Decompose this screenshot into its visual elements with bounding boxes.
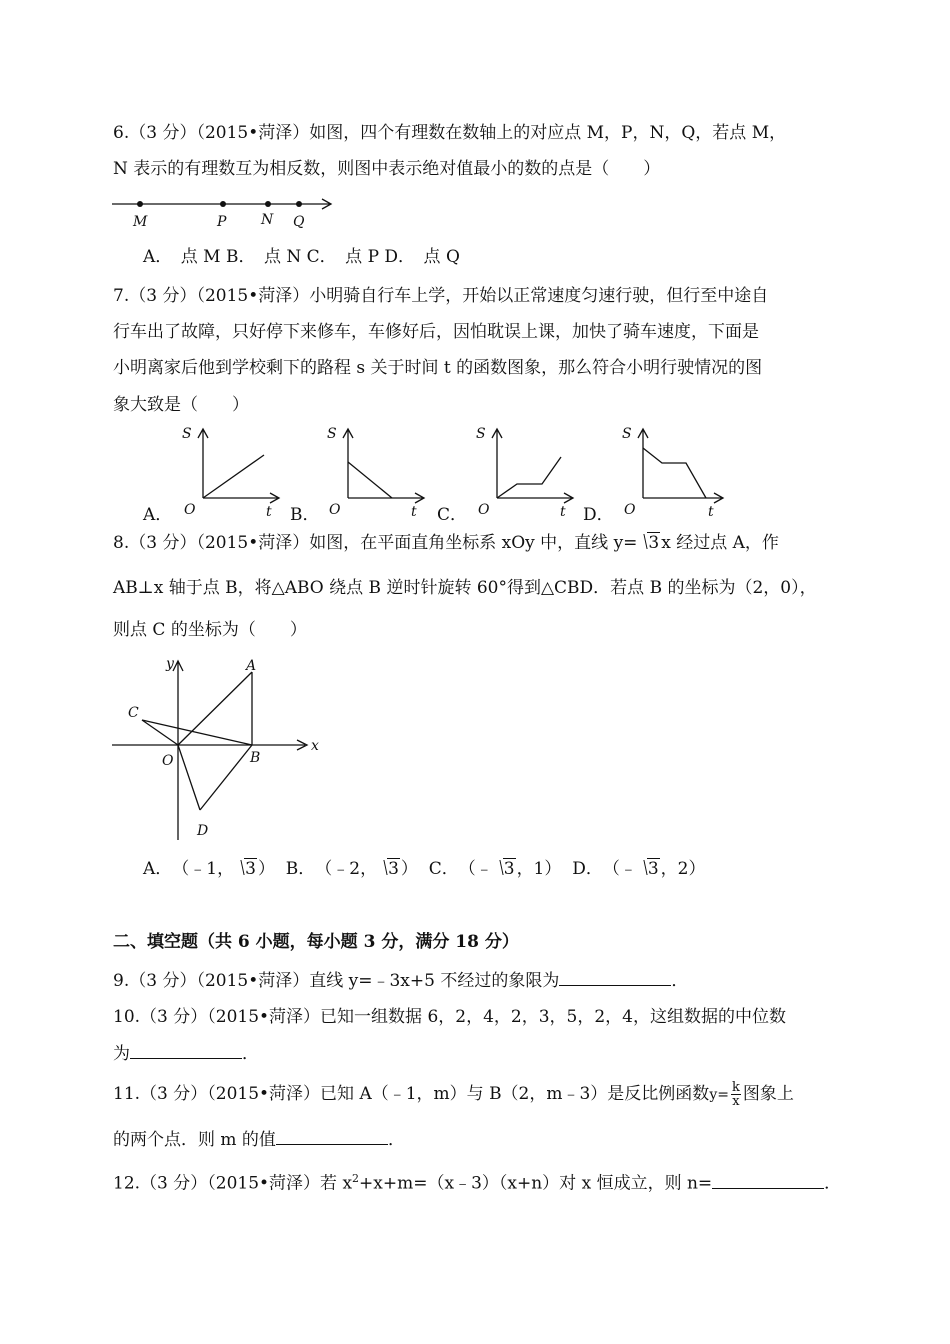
- q7-b-o-label: O: [329, 502, 341, 518]
- q6-line2: N 表示的有理数互为相反数，则图中表示绝对值最小的数的点是（ ）: [113, 159, 661, 179]
- q9-line: [113, 968, 688, 993]
- q6-label-q: Q: [293, 214, 305, 230]
- q6-label-m: M: [133, 214, 148, 230]
- q8-option-c-sqrt: [494, 857, 516, 881]
- q8-line2: AB⊥x 轴于点 B，将△ABO 绕点 B 逆时针旋转 60°得到△CBD．若点 B 的坐标为（2，0），: [113, 578, 817, 598]
- q8-option-b-pre: （﹣2，: [323, 859, 378, 879]
- q6-label-p: P: [217, 214, 227, 230]
- q8-option-a-letter: A．: [143, 859, 164, 879]
- q7-a-t-label: t: [266, 504, 272, 520]
- q11-answer-blank[interactable]: [276, 1127, 388, 1145]
- q11-frac-num: k: [731, 1080, 740, 1095]
- q8-option-a-sqrt: [235, 857, 257, 881]
- q8-option-b-post: ）: [400, 859, 418, 879]
- q7-graph-c: [472, 420, 582, 520]
- q8-line3: 则点 C 的坐标为（ ）: [113, 620, 307, 640]
- q8-option-c-pre: （﹣: [467, 859, 493, 879]
- q10-line1: 10.（3 分）（2015•菏泽）已知一组数据 6，2，4，2，3，5，2，4，这组数据的中位数: [113, 1007, 786, 1027]
- q12-post: +x+m=（x﹣3）（x+n）对 x 恒成立，则 n=: [359, 1173, 713, 1194]
- q8-option-d-letter: D．: [572, 859, 595, 879]
- q7-line2: 行车出了故障，只好停下来修车，车修好后，因怕耽误上课，加快了骑车速度，下面是: [113, 322, 759, 342]
- q12-answer-blank[interactable]: [712, 1171, 824, 1189]
- q6-options: A． 点 M B． 点 N C． 点 P D． 点 Q: [143, 247, 460, 267]
- q8-option-a: [143, 859, 275, 879]
- q8-option-a-pre: （﹣1，: [180, 859, 235, 879]
- q8-line1: [113, 531, 779, 555]
- q7-b-s-label: S: [327, 426, 337, 442]
- q8-label-a: A: [246, 658, 257, 674]
- q8-option-b: [286, 859, 418, 879]
- q8-label-b: B: [250, 750, 261, 766]
- q8-label-x: x: [311, 738, 319, 754]
- q11-end: ．: [387, 1130, 405, 1150]
- q11-line2: [113, 1127, 405, 1152]
- q8-option-c-letter: C．: [428, 859, 451, 879]
- q8-coordinate-figure: [110, 650, 340, 845]
- q7-line1: 7.（3 分）（2015•菏泽）小明骑自行车上学，开始以正常速度匀速行驶，但行至中途自: [113, 286, 769, 306]
- q7-graph-b: [323, 420, 433, 520]
- q8-option-a-post: ）: [257, 859, 275, 879]
- q8-options: [143, 857, 706, 881]
- q11-line2-text: 的两个点．则 m 的值: [113, 1130, 276, 1150]
- q7-d-s-label: S: [622, 426, 632, 442]
- q8-option-a-radicand: 3: [245, 859, 256, 879]
- q12-line: [113, 1167, 841, 1196]
- q9-end: ．: [671, 971, 689, 991]
- q10-line2: [113, 1041, 259, 1066]
- q12-pre: 12.（3 分）（2015•菏泽）若 x: [113, 1173, 353, 1194]
- q7-option-a-label: A．: [143, 505, 173, 525]
- q8-option-b-sqrt: [378, 857, 400, 881]
- q11-line1-pre: 11.（3 分）（2015•菏泽）已知 A（﹣1，m）与 B（2，m﹣3）是反比例函数: [113, 1084, 710, 1104]
- q9-answer-blank[interactable]: [559, 968, 671, 986]
- q7-b-t-label: t: [411, 504, 417, 520]
- q7-c-o-label: O: [478, 502, 490, 518]
- q7-c-s-label: S: [476, 426, 486, 442]
- q7-d-o-label: O: [624, 502, 636, 518]
- q7-line3: 小明离家后他到学校剩下的路程 s 关于时间 t 的函数图象，那么符合小明行驶情况的图: [113, 358, 763, 378]
- q8-line1-post: x 经过点 A，作: [661, 533, 779, 553]
- q7-graph-d: [618, 420, 733, 520]
- q8-option-d-pre: （﹣: [611, 859, 637, 879]
- q7-option-b-label: B．: [290, 505, 320, 525]
- q11-fraction: [731, 1081, 741, 1108]
- q8-label-c: C: [128, 705, 139, 721]
- q8-label-o: O: [162, 753, 174, 769]
- q10-end: ．: [242, 1044, 259, 1064]
- q7-d-t-label: t: [708, 504, 714, 520]
- q6-line1: 6.（3 分）（2015•菏泽）如图，四个有理数在数轴上的对应点 M，P，N，Q，若点 M，: [113, 123, 787, 143]
- q12-end: ．: [824, 1173, 842, 1194]
- q6-number-line: [110, 190, 340, 232]
- q11-line1-post: 图象上: [742, 1084, 794, 1104]
- q8-option-c: [429, 859, 562, 879]
- section2-heading: 二、填空题（共 6 小题，每小题 3 分，满分 18 分）: [113, 932, 519, 952]
- q7-a-o-label: O: [184, 502, 196, 518]
- q8-option-d-sqrt: [638, 857, 660, 881]
- q8-option-b-radicand: 3: [388, 859, 399, 879]
- q8-option-d: [572, 859, 705, 879]
- q7-c-t-label: t: [560, 504, 566, 520]
- q8-option-c-post: ，1）: [516, 859, 562, 879]
- q11-frac-lhs: y=: [709, 1087, 729, 1103]
- q8-label-y: y: [166, 656, 174, 672]
- q11-frac-den: x: [732, 1094, 740, 1109]
- q7-option-d-label: D．: [583, 505, 614, 525]
- q8-option-d-post: ，2）: [660, 859, 706, 879]
- q10-answer-blank[interactable]: [130, 1041, 242, 1059]
- q8-sqrt-radicand: 3: [648, 533, 660, 553]
- q10-line2-text: 为: [113, 1044, 130, 1064]
- q8-option-c-radicand: 3: [503, 859, 515, 879]
- q9-text: 9.（3 分）（2015•菏泽）直线 y=﹣3x+5 不经过的象限为: [113, 971, 560, 991]
- q6-label-n: N: [261, 212, 274, 228]
- q7-graph-a: [178, 420, 288, 520]
- q8-label-d: D: [197, 823, 209, 839]
- q7-option-c-label: C．: [437, 505, 468, 525]
- q8-option-b-letter: B．: [285, 859, 307, 879]
- q11-line1: [113, 1081, 794, 1108]
- q8-option-d-radicand: 3: [647, 859, 659, 879]
- q8-sqrt: [638, 531, 660, 555]
- q8-line1-pre: 8.（3 分）（2015•菏泽）如图，在平面直角坐标系 xOy 中，直线 y=: [113, 533, 638, 553]
- q7-line4: 象大致是（ ）: [113, 395, 249, 415]
- q12-sup: 2: [352, 1172, 360, 1185]
- q7-a-s-label: S: [182, 426, 192, 442]
